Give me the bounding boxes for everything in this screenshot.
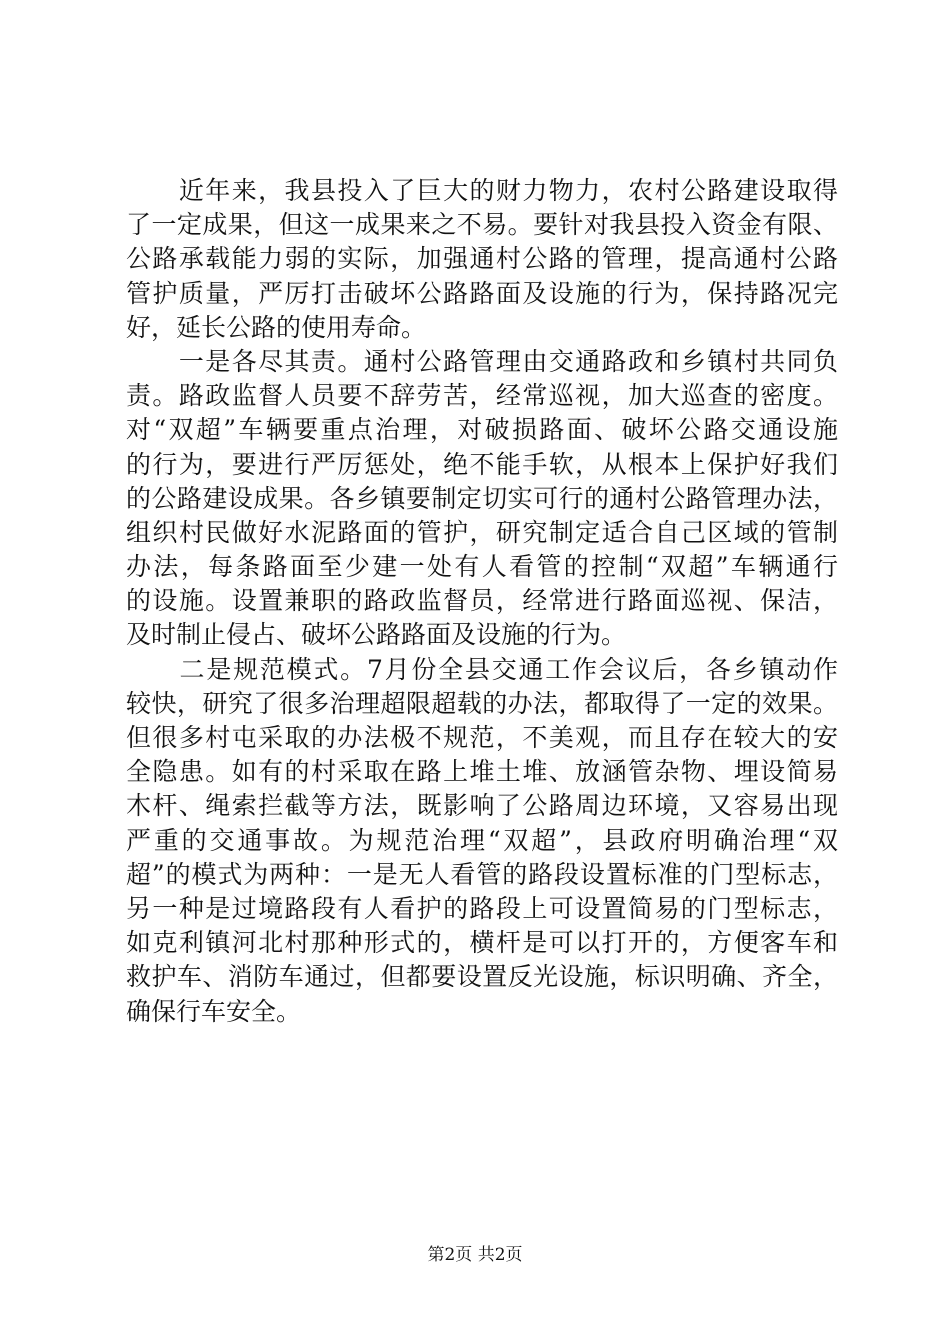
body-text bbox=[126, 174, 838, 1029]
text-line: 好，延长公路的使用寿命。 bbox=[126, 312, 427, 342]
text-line: 确保行车安全。 bbox=[126, 996, 302, 1026]
text-line: 及时制止侵占、破坏公路路面及设施的行为。 bbox=[126, 620, 627, 650]
text-line: 公路承载能力弱的实际，加强通村公路的管理，提高通村公路 bbox=[126, 244, 838, 274]
text-line: 全隐患。如有的村采取在路上堆土堆、放涵管杂物、埋设简易 bbox=[126, 757, 838, 787]
text-line: 的行为，要进行严厉惩处，绝不能手软，从根本上保护好我们 bbox=[126, 449, 838, 479]
text-line: 对“双超”车辆要重点治理，对破损路面、破坏公路交通设施 bbox=[126, 415, 838, 445]
text-line: 救护车、消防车通过，但都要设置反光设施，标识明确、齐全， bbox=[126, 962, 838, 992]
text-line: 一是各尽其责。通村公路管理由交通路政和乡镇村共同负 bbox=[126, 346, 838, 376]
text-line: 如克利镇河北村那种形式的，横杆是可以打开的，方便客车和 bbox=[126, 928, 838, 958]
text-line: 责。路政监督人员要不辞劳苦，经常巡视，加大巡查的密度。 bbox=[126, 381, 838, 411]
page-number-footer: 第2页 共2页 bbox=[427, 1245, 523, 1265]
text-line: 超”的模式为两种：一是无人看管的路段设置标准的门型标志， bbox=[126, 859, 838, 889]
text-line: 二是规范模式。7月份全县交通工作会议后，各乡镇动作 bbox=[126, 654, 838, 684]
text-line: 办法，每条路面至少建一处有人看管的控制“双超”车辆通行 bbox=[126, 552, 838, 582]
text-line: 的设施。设置兼职的路政监督员，经常进行路面巡视、保洁， bbox=[126, 586, 838, 616]
text-line: 了一定成果，但这一成果来之不易。要针对我县投入资金有限、 bbox=[126, 210, 838, 240]
text-line: 严重的交通事故。为规范治理“双超”，县政府明确治理“双 bbox=[126, 825, 838, 855]
text-line: 管护质量，严厉打击破坏公路路面及设施的行为，保持路况完 bbox=[126, 278, 838, 308]
text-line: 较快，研究了很多治理超限超载的办法，都取得了一定的效果。 bbox=[126, 688, 838, 718]
text-line: 的公路建设成果。各乡镇要制定切实可行的通村公路管理办法， bbox=[126, 483, 838, 513]
text-line: 另一种是过境路段有人看护的路段上可设置简易的门型标志， bbox=[126, 893, 838, 923]
text-line: 但很多村屯采取的办法极不规范，不美观，而且存在较大的安 bbox=[126, 723, 838, 752]
text-line: 木杆、绳索拦截等方法，既影响了公路周边环境，又容易出现 bbox=[126, 791, 838, 821]
text-line: 近年来，我县投入了巨大的财力物力，农村公路建设取得 bbox=[126, 176, 838, 205]
text-line: 组织村民做好水泥路面的管护，研究制定适合自己区域的管制 bbox=[126, 517, 838, 547]
